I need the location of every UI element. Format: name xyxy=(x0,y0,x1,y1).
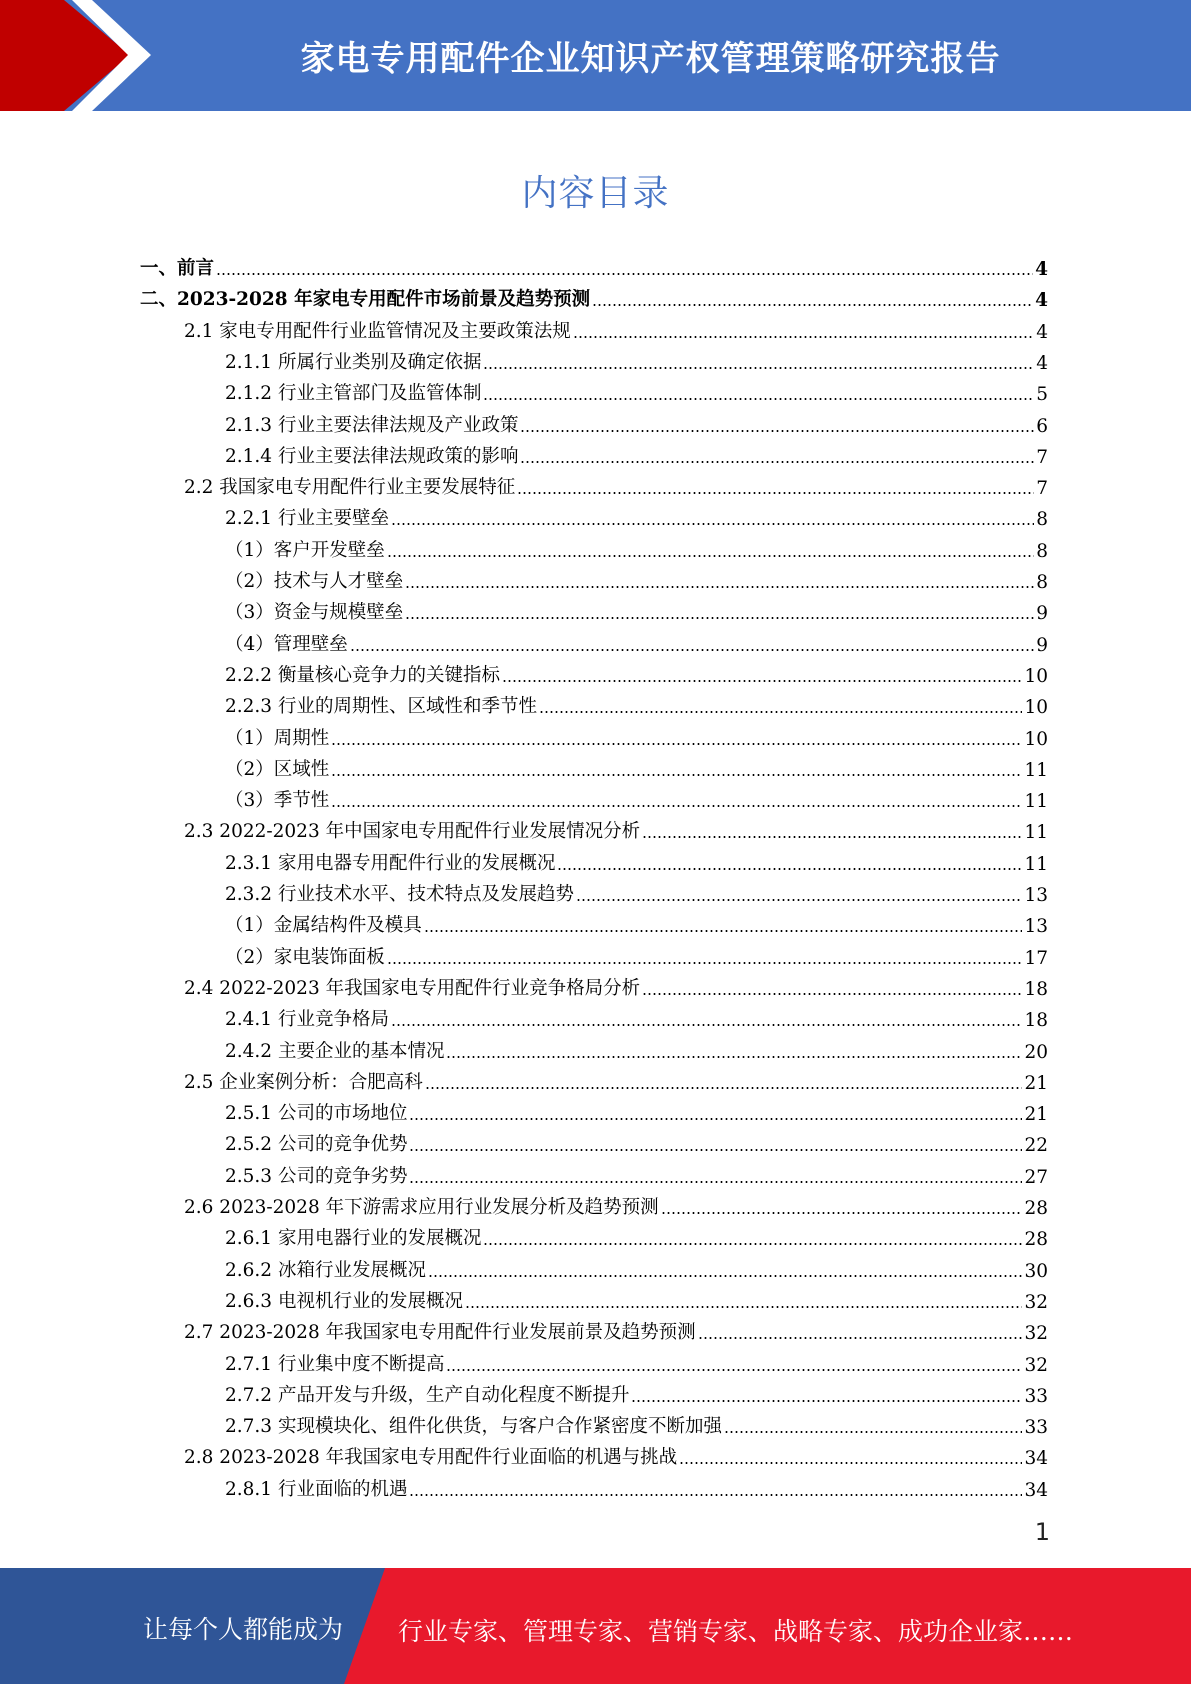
toc-entry-label: 2.8.1 行业面临的机遇 xyxy=(225,1478,408,1500)
toc-entry-page: 4 xyxy=(1035,290,1048,312)
toc-entry-label: （2）技术与人才壁垒 xyxy=(225,571,404,592)
toc-entry-page: 11 xyxy=(1024,822,1048,844)
toc-entry-page: 17 xyxy=(1024,947,1048,969)
toc-entry[interactable] xyxy=(225,1128,1048,1156)
toc-entry[interactable] xyxy=(225,1035,1048,1063)
toc-entry-label: （1）客户开发壁垒 xyxy=(225,539,385,561)
toc-entry-page: 8 xyxy=(1036,540,1048,562)
toc-entry[interactable] xyxy=(184,1316,1048,1344)
toc-entry-label: 2.6.1 家用电器行业的发展概况 xyxy=(225,1228,482,1250)
toc-dot-leader xyxy=(425,1087,1023,1089)
toc-entry[interactable] xyxy=(225,409,1048,437)
toc-entry-label: 2.5.3 公司的竞争劣势 xyxy=(225,1165,408,1187)
toc-entry-page: 4 xyxy=(1036,321,1048,343)
toc-entry-label: 一、前言 xyxy=(140,258,215,279)
toc-entry[interactable] xyxy=(225,1285,1048,1313)
toc-entry-page: 9 xyxy=(1036,603,1048,625)
toc-dot-leader xyxy=(409,1494,1022,1496)
toc-entry-page: 4 xyxy=(1035,259,1048,280)
toc-dot-leader xyxy=(405,586,1034,588)
toc-entry[interactable] xyxy=(225,1160,1048,1188)
page-number: 1 xyxy=(1034,1518,1050,1546)
toc-dot-leader xyxy=(483,398,1034,400)
toc-dot-leader xyxy=(483,1243,1022,1245)
toc-entry-page: 13 xyxy=(1024,885,1048,906)
toc-dot-leader xyxy=(661,1212,1023,1214)
toc-dot-leader xyxy=(391,1024,1022,1026)
toc-entry-page: 18 xyxy=(1024,1010,1048,1032)
toc-entry[interactable] xyxy=(184,315,1048,343)
toc-dot-leader xyxy=(576,899,1022,901)
toc-entry[interactable] xyxy=(184,1066,1048,1094)
toc-dot-leader xyxy=(405,617,1034,619)
toc-entry[interactable] xyxy=(225,659,1048,687)
toc-entry[interactable] xyxy=(225,1473,1048,1501)
toc-entry-label: 2.8 2023-2028 年我国家电专用配件行业面临的机遇与挑战 xyxy=(184,1447,678,1469)
toc-dot-leader xyxy=(520,430,1034,432)
toc-entry[interactable] xyxy=(225,753,1048,781)
toc-dot-leader xyxy=(539,711,1022,713)
toc-entry[interactable] xyxy=(225,909,1048,937)
toc-entry[interactable] xyxy=(225,941,1048,969)
toc-entry[interactable] xyxy=(225,784,1048,812)
toc-entry-page: 20 xyxy=(1024,1041,1048,1063)
toc-entry[interactable] xyxy=(225,628,1048,656)
toc-entry[interactable] xyxy=(225,1222,1048,1250)
toc-entry[interactable] xyxy=(225,1348,1048,1376)
toc-entry[interactable] xyxy=(225,502,1048,530)
toc-entry-page: 33 xyxy=(1024,1385,1048,1407)
toc-entry-label: （2）家电装饰面板 xyxy=(225,946,385,968)
toc-dot-leader xyxy=(216,273,1033,275)
toc-dot-leader xyxy=(391,523,1034,525)
toc-entry-label: 2.6.2 冰箱行业发展概况 xyxy=(225,1259,426,1281)
toc-entry[interactable] xyxy=(225,847,1048,875)
toc-entry[interactable] xyxy=(184,1191,1048,1219)
toc-entry-label: 2.1 家电专用配件行业监管情况及主要政策法规 xyxy=(184,320,571,342)
toc-entry-label: 2.3 2022-2023 年中国家电专用配件行业发展情况分析 xyxy=(184,821,641,843)
toc-dot-leader xyxy=(698,1337,1023,1339)
toc-dot-leader xyxy=(517,492,1034,494)
toc-entry-label: 2.3.1 家用电器专用配件行业的发展概况 xyxy=(225,852,556,874)
toc-entry-page: 34 xyxy=(1024,1479,1048,1501)
report-title: 家电专用配件企业知识产权管理策略研究报告 xyxy=(300,39,1001,79)
toc-entry-page: 22 xyxy=(1024,1135,1048,1157)
toc-entry-label: 2.1.3 行业主要法律法规及产业政策 xyxy=(225,414,519,436)
toc-dot-leader xyxy=(642,993,1022,995)
footer-slogan-left: 让每个人都能成为 xyxy=(143,1615,344,1644)
toc-entry-label: （1）金属结构件及模具 xyxy=(225,915,422,937)
toc-entry-page: 27 xyxy=(1024,1166,1048,1188)
toc-dot-leader xyxy=(642,836,1022,838)
toc-dot-leader xyxy=(424,930,1023,932)
toc-entry-label: 2.6 2023-2028 年下游需求应用行业发展分析及趋势预测 xyxy=(184,1197,659,1218)
toc-entry-page: 21 xyxy=(1024,1104,1048,1126)
toc-entry-label: （4）管理壁垒 xyxy=(225,633,348,655)
toc-entry-label: 2.5.2 公司的竞争优势 xyxy=(225,1134,408,1156)
toc-entry-page: 30 xyxy=(1024,1260,1048,1282)
toc-entry[interactable] xyxy=(225,878,1048,906)
toc-entry[interactable] xyxy=(140,283,1048,311)
toc-entry[interactable] xyxy=(225,1379,1048,1407)
toc-entry-page: 7 xyxy=(1036,446,1048,468)
toc-entry-page: 4 xyxy=(1036,352,1048,374)
toc-entry[interactable] xyxy=(225,1410,1048,1438)
toc-entry-label: 2.2.3 行业的周期性、区域性和季节性 xyxy=(225,696,537,718)
toc-dot-leader xyxy=(483,367,1034,369)
toc-entry-label: 2.2.2 衡量核心竞争力的关键指标 xyxy=(225,664,500,686)
toc-entry-page: 11 xyxy=(1024,759,1048,781)
toc-entry-page: 10 xyxy=(1024,665,1048,687)
toc-entry[interactable] xyxy=(184,815,1048,843)
toc-entry-label: （3）资金与规模壁垒 xyxy=(225,602,404,624)
toc-entry-label: 2.2.1 行业主要壁垒 xyxy=(225,508,389,530)
toc-entry-page: 5 xyxy=(1036,384,1048,406)
toc-dot-leader xyxy=(446,1056,1022,1058)
toc-entry-label: 2.1.4 行业主要法律法规政策的影响 xyxy=(225,445,519,467)
toc-entry-label: 2.5 企业案例分析：合肥高科 xyxy=(184,1071,423,1093)
toc-dot-leader xyxy=(679,1462,1022,1464)
toc-dot-leader xyxy=(409,1118,1022,1120)
toc-entry-page: 9 xyxy=(1036,634,1048,656)
toc-entry-page: 32 xyxy=(1024,1291,1048,1313)
toc-dot-leader xyxy=(502,680,1022,682)
toc-dot-leader xyxy=(387,555,1034,557)
toc-entry[interactable] xyxy=(225,1003,1048,1031)
toc-entry-label: 2.1.2 行业主管部门及监管体制 xyxy=(225,383,482,405)
toc-entry-label: 2.4.2 主要企业的基本情况 xyxy=(225,1040,445,1062)
toc-entry-page: 28 xyxy=(1024,1198,1048,1219)
toc-dot-leader xyxy=(446,1369,1022,1371)
toc-dot-leader xyxy=(331,774,1022,776)
footer-slogan-right: 行业专家、管理专家、营销专家、战略专家、成功企业家…… xyxy=(398,1617,1074,1646)
toc-entry-page: 11 xyxy=(1024,791,1048,813)
toc-entry-page: 10 xyxy=(1024,728,1048,750)
toc-title: 内容目录 xyxy=(521,173,670,214)
toc-entry-page: 8 xyxy=(1036,572,1048,593)
toc-entry-label: 2.4.1 行业竞争格局 xyxy=(225,1009,389,1031)
toc-entry-label: 二、2023-2028 年家电专用配件市场前景及趋势预测 xyxy=(140,289,591,311)
toc-dot-leader xyxy=(409,1149,1022,1151)
toc-entry[interactable] xyxy=(184,972,1048,1000)
toc-entry-label: 2.2 我国家电专用配件行业主要发展特征 xyxy=(184,477,516,499)
toc-entry-label: 2.5.1 公司的市场地位 xyxy=(225,1103,408,1125)
toc-dot-leader xyxy=(631,1400,1022,1402)
toc-dot-leader xyxy=(331,805,1022,807)
toc-dot-leader xyxy=(592,304,1033,306)
toc-entry-label: 2.6.3 电视机行业的发展概况 xyxy=(225,1290,463,1312)
toc-entry-page: 8 xyxy=(1036,509,1048,531)
toc-entry[interactable] xyxy=(225,534,1048,562)
toc-dot-leader xyxy=(573,336,1034,338)
toc-entry-label: 2.1.1 所属行业类别及确定依据 xyxy=(225,351,482,373)
toc-entry-page: 33 xyxy=(1024,1417,1048,1439)
toc-entry-label: 2.7.1 行业集中度不断提高 xyxy=(225,1353,445,1375)
toc-dot-leader xyxy=(387,962,1023,964)
toc-entry-label: 2.3.2 行业技术水平、技术特点及发展趋势 xyxy=(225,884,574,905)
toc-dot-leader xyxy=(724,1431,1022,1433)
toc-entry-label: （3）季节性 xyxy=(225,790,330,812)
toc-entry[interactable] xyxy=(225,596,1048,624)
toc-entry[interactable] xyxy=(225,565,1048,593)
toc-entry[interactable] xyxy=(225,1254,1048,1282)
toc-entry-label: 2.7.2 产品开发与升级，生产自动化程度不断提升 xyxy=(225,1384,630,1406)
toc-entry-page: 10 xyxy=(1024,697,1048,719)
toc-entry-page: 32 xyxy=(1024,1323,1048,1345)
toc-dot-leader xyxy=(520,461,1034,463)
toc-entry-page: 32 xyxy=(1024,1354,1048,1376)
toc-dot-leader xyxy=(428,1275,1022,1277)
toc-dot-leader xyxy=(331,743,1022,745)
toc-entry[interactable] xyxy=(225,690,1048,718)
toc-entry-page: 18 xyxy=(1024,978,1048,1000)
toc-entry-page: 13 xyxy=(1024,916,1048,938)
toc-entry-page: 7 xyxy=(1036,478,1048,500)
toc-dot-leader xyxy=(350,649,1034,651)
toc-entry-page: 11 xyxy=(1024,853,1048,875)
toc-entry[interactable] xyxy=(225,440,1048,468)
toc-dot-leader xyxy=(409,1181,1022,1183)
toc-entry[interactable] xyxy=(140,252,1048,280)
toc-entry-page: 6 xyxy=(1036,415,1048,437)
toc-entry-page: 21 xyxy=(1024,1072,1048,1094)
toc-entry-label: 2.7.3 实现模块化、组件化供货，与客户合作紧密度不断加强 xyxy=(225,1416,722,1438)
toc-entry[interactable] xyxy=(225,377,1048,405)
toc-entry-page: 34 xyxy=(1024,1448,1048,1470)
toc-entry-label: （1）周期性 xyxy=(225,727,330,749)
toc-entry[interactable] xyxy=(184,1441,1048,1469)
toc-entry[interactable] xyxy=(225,346,1048,374)
toc-entry[interactable] xyxy=(184,471,1048,499)
header-banner xyxy=(0,0,1191,111)
toc-entry-label: 2.4 2022-2023 年我国家电专用配件行业竞争格局分析 xyxy=(184,977,641,999)
toc-entry-label: （2）区域性 xyxy=(225,758,330,780)
toc-entry-page: 28 xyxy=(1024,1229,1048,1251)
toc-dot-leader xyxy=(465,1306,1022,1308)
toc-entry[interactable] xyxy=(225,722,1048,750)
toc-dot-leader xyxy=(557,868,1022,870)
toc-entry[interactable] xyxy=(225,1097,1048,1125)
toc-entry-label: 2.7 2023-2028 年我国家电专用配件行业发展前景及趋势预测 xyxy=(184,1322,696,1344)
